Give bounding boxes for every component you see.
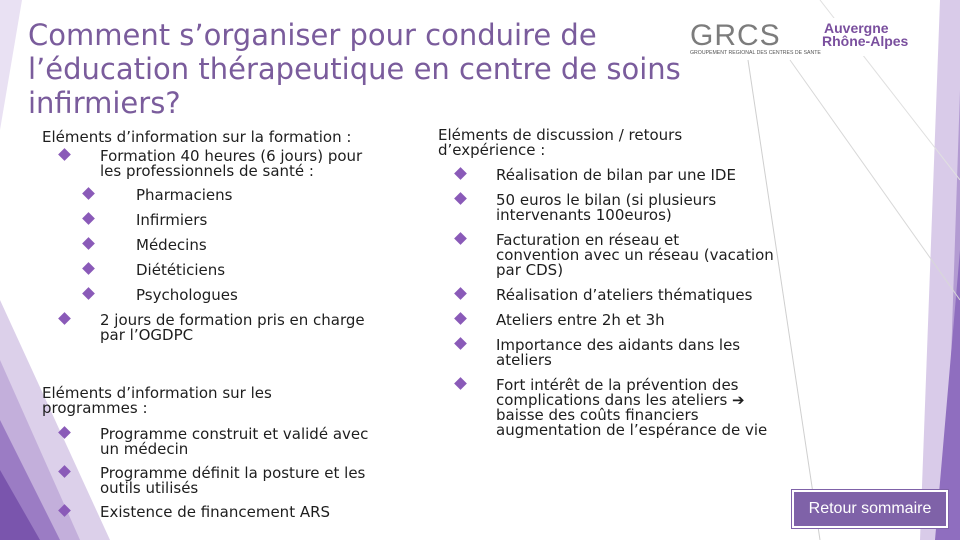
logo-region-line1: Auvergne [824,20,889,36]
title-line: Comment s’organiser pour conduire de [28,18,597,52]
text-line: par l’OGDPC [100,326,194,344]
diamond-bullet-icon [82,212,95,225]
diamond-bullet-icon [58,312,71,325]
text-line: Médecins [136,236,207,254]
diamond-bullet-icon [58,426,71,439]
programmes-bullet [42,505,402,520]
discussion-bullet [438,233,798,278]
diamond-bullet-icon [82,287,95,300]
diamond-bullet-icon [454,192,467,205]
text-line: convention avec un réseau (vacation [496,246,774,264]
text-line: Fort intérêt de la prévention des [496,376,739,394]
formation-sub-item [42,188,402,203]
diamond-bullet-icon [82,237,95,250]
text-line: Réalisation d’ateliers thématiques [496,286,753,304]
diamond-bullet-icon [58,465,71,478]
formation-sub-item [42,238,402,253]
programmes-section [42,386,402,520]
text-line: Importance des aidants dans les [496,336,741,354]
formation-bullet [42,149,402,179]
formation-sub-item [42,263,402,278]
text-line: Facturation en réseau et [496,231,680,249]
diamond-bullet-icon [454,167,467,180]
logo-region-line2: Rhône-Alpes [822,33,909,49]
discussion-bullet [438,378,798,438]
programmes-heading [42,386,402,416]
title-line: infirmiers? [28,86,181,120]
diamond-bullet-icon [58,148,71,161]
text-line: par CDS) [496,261,564,279]
text-line: programmes : [42,399,148,417]
diamond-bullet-icon [58,504,71,517]
text-line: d’expérience : [438,141,546,159]
text-line: Formation 40 heures (6 jours) pour [100,147,363,165]
retour-sommaire-button[interactable]: Retour sommaire [792,490,948,528]
text-line: Eléments de discussion / retours [438,126,683,144]
text-line: intervenants 100euros) [496,206,672,224]
page-title [28,18,688,120]
text-line: augmentation de l’espérance de vie [496,421,768,439]
formation-heading: Eléments d’information sur la formation : [42,128,352,146]
diamond-bullet-icon [82,187,95,200]
text-line: les professionnels de santé : [100,162,314,180]
text-line: ateliers [496,351,552,369]
formation-bullet [42,313,402,343]
text-line: Réalisation de bilan par une IDE [496,166,736,184]
programmes-bullet [42,466,402,496]
text-line: outils utilisés [100,479,199,497]
text-line: 2 jours de formation pris en charge [100,311,365,329]
formation-sub-item [42,213,402,228]
programmes-bullet [42,427,402,457]
grcs-logo [688,18,934,56]
text-line: Eléments d’information sur les [42,384,272,402]
title-line: l’éducation thérapeutique en centre de soins [28,52,681,86]
formation-section [42,130,402,343]
text-line: Infirmiers [136,211,208,229]
text-line: Programme définit la posture et les [100,464,366,482]
formation-sub-item [42,288,402,303]
logo-grcs-text: GRCS [690,19,781,52]
logo-subtitle: GROUPEMENT REGIONAL DES CENTRES DE SANTE [690,50,821,56]
text-line: un médecin [100,440,189,458]
diamond-bullet-icon [454,377,467,390]
diamond-bullet-icon [454,287,467,300]
text-line: Diététiciens [136,261,226,279]
diamond-bullet-icon [454,232,467,245]
text-line: 50 euros le bilan (si plusieurs [496,191,717,209]
text-line: Existence de financement ARS [100,503,331,521]
discussion-bullet [438,193,798,223]
diamond-bullet-icon [454,337,467,350]
discussion-bullet [438,313,798,328]
text-line: Ateliers entre 2h et 3h [496,311,665,329]
discussion-heading [438,128,798,158]
text-line: baisse des coûts financiers [496,406,699,424]
discussion-bullet [438,168,798,183]
text-line: Programme construit et validé avec [100,425,369,443]
text-line: Psychologues [136,286,238,304]
diamond-bullet-icon [82,262,95,275]
text-line: complications dans les ateliers ➔ [496,391,745,409]
text-line: Pharmaciens [136,186,233,204]
diamond-bullet-icon [454,312,467,325]
discussion-bullet [438,338,798,368]
discussion-bullet [438,288,798,303]
discussion-section [438,128,798,438]
